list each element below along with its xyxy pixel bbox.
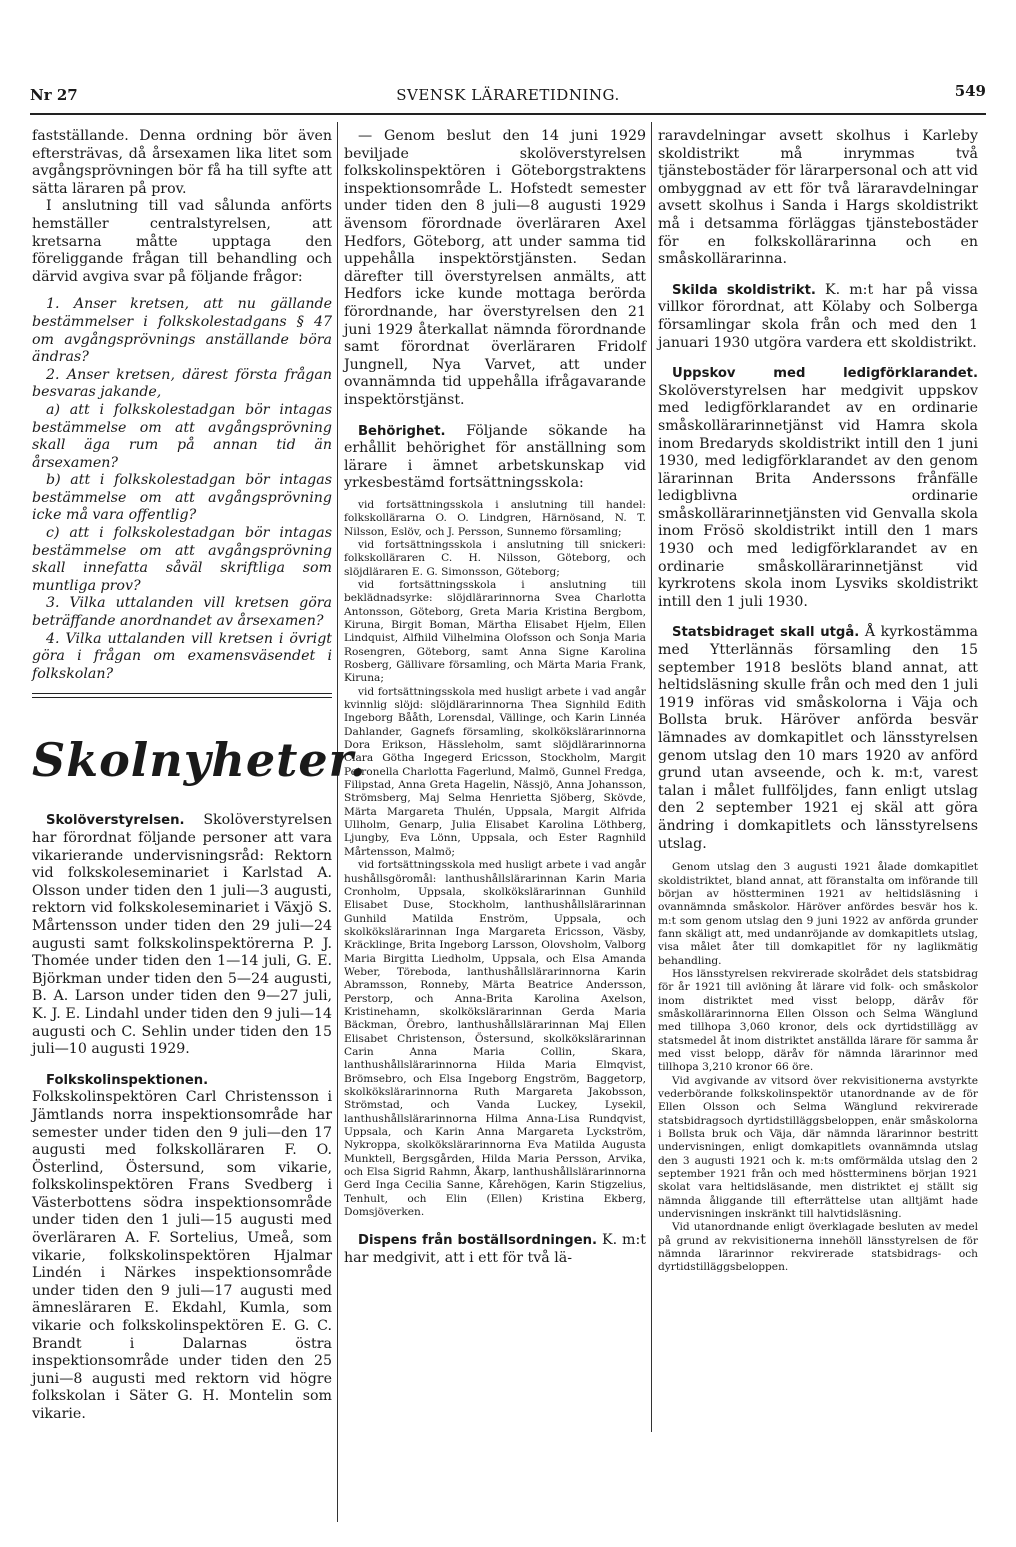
article-body: Folkskolinspektören Carl Christensson i Jämtlands norra inspektionsområde har semester under tiden den 9 juli—den 17 augusti med folkskolläraren F. O. Österlind, Östersund, som vikarie, folkskolinspektören Frans Svedberg i Västerbottens södra inspektionsområde under tiden den 1 juli—15 augusti med överläraren A. F. Sortelius, Umeå, som vikarie, folkskolinspektören Hjalmar Lindén i Närkes inspektionsområde under tiden den 9 juli—17 augusti med ämnesläraren E. Ekdahl, Kumla, som vikarie och folkskolinspektören E. G. C. Brandt i Dalarnas östra inspektionsområde under tiden den 25 juni—8 augusti med rektorn vid högre folkskolan i Säter G. H. Montelin som vikarie. (32, 1089, 332, 1422)
issue-number: Nr 27 (30, 86, 78, 104)
list-bekladnad: vid fortsättningsskola i anslutning till beklädnadsyrke: slöjdlärarinnorna Svea Charlotta Antonsson, Göteborg, Greta Maria Kristina Bergbom, Kiruna, Birgit Boman, Märtha Elisabet Hjelm, Ellen Lindquist, Alfhild Vilhelmina Olofsson och Sonja Maria Rosengren, Göteborg, samt Anna Signe Karolina Rosberg, Gällivare församling, och Märta Maria Frank, Kiruna; (344, 578, 646, 685)
section-masthead: Skolnyheter. (32, 733, 367, 788)
article-lead: Skolöverstyrelsen. (46, 813, 185, 829)
article-lead: Statsbidraget skall utgå. (672, 625, 860, 641)
question-4: 4. Vilka uttalanden vill kretsen i övrigt göra i frågan om examensväsendet i folkskolan? (32, 630, 332, 682)
column-divider-2 (651, 122, 652, 1432)
page-header (30, 82, 986, 112)
publication-title: SVENSK LÄRARETIDNING. (396, 86, 620, 104)
list-handel: vid fortsättningsskola i anslutning till handel: folkskollärarna O. O. Lindgren, Härnösand, N. T. Nilsson, Eslöv, och J. Persson, Sunnemo församling; (344, 498, 646, 538)
article-body: K. m:t har medgivit, att i ett för två lä- (344, 1232, 646, 1267)
statsbidraget-detail-4: Vid utanordnande enligt överklagade besluten av medel på grund av rekvisitionerna innehöll länsstyrelsen de för nämnda lärarinnor rekvirerade statsbidrags- och dyrtidstilläggsbeloppen. (658, 1221, 978, 1274)
article-lead: Uppskov med ledigförklarandet. (672, 366, 978, 382)
article-body: Skolöverstyrelsen har medgivit uppskov med ledigförklarandet av en ordinarie småskollärarinnetjänst vid Hamra skola inom Bredaryds skoldistrikt intill den 1 juni 1930, med ledigförklarandet av den genom lärarinnan Brita Anderssons frånfälle ledigblivna ordinarie småskollärarinnetjänsten vid Genvalla skola inom Frösö skoldistrikt intill den 1 mars 1930 och med ledigförklarandet av en ordinarie småskollärarinnetjänst vid kyrkrotens skola inom Lysviks skoldistrikt intill den 1 juli 1930. (658, 382, 978, 610)
article-folkskolinspektionen (32, 1072, 332, 1424)
article-behorighet (344, 423, 646, 493)
article-lead: Skilda skoldistrikt. (672, 282, 816, 298)
article-skoloverstyrelsen (32, 812, 332, 1058)
section-rule (32, 693, 332, 698)
article-hofstedt: — Genom beslut den 14 juni 1929 beviljade skolöverstyrelsen folkskolinspektören i Göteborgstraktens inspektionsområde L. Hofstedt semester under tiden den 8 juli—8 augusti 1929 ävensom förordnade överläraren Axel Hedfors, Göteborg, att under samma tid uppehålla inspektörstjänsten. Sedan därefter till överstyrelsen anmälts, att Hedfors icke kunde mottaga berörda förordnande, har överstyrelsen den 21 juni 1929 återkallat nämnda förordnande samt förordnat överläraren Fridolf Jungnell, Nya Varvet, att under ovannämnda tid uppehålla ifrågavarande inspektörstjänst. (344, 128, 646, 408)
article-lead: Dispens från boställsordningen. (358, 1233, 598, 1249)
column-2 (344, 128, 646, 1533)
column-3 (658, 128, 978, 1533)
statsbidraget-detail-1: Genom utslag den 3 augusti 1921 ålade domkapitlet skoldistriktet, bland annat, att föranstalta om införande till början av höstterminen 1921 av heltidsläsning i ovannämnda småskolor. Häröver anfördes besvär hos k. m:t som genom utslag den 9 juni 1922 av anförda grunder fann skäligt att, med undanröjande av domkapitlets utslag, visa målet åter till domkapitlet för ny laglikmätig behandling. (658, 861, 978, 967)
col3-continuation: raravdelningar avsett skolhus i Karleby skoldistrikt må inrymmas två tjänstebostäder för lärarpersonal och att vid ombyggnad av ett för två läraravdelningar avsett skolhus i Sanda i Hargs skoldistrikt må i detsamma förläggas tjänstebostäder för en folkskollärarinna och en småskollärarinna. (658, 128, 978, 268)
question-2a: a) att i folkskolestadgan bör intagas bestämmelse om att avgångsprövning skall äga rum på annan tid än årsexamen? (32, 401, 332, 471)
question-1: 1. Anser kretsen, att nu gällande bestämmelser i folkskolestadgans § 47 om avgångsprövnings anställande böra ändras? (32, 296, 332, 366)
list-snickeri: vid fortsättningsskola i anslutning till snickeri: folkskolläraren C. H. Nilsson, Göteborg, och slöjdläraren E. G. Simonsson, Göteborg; (344, 538, 646, 578)
statsbidraget-detail-2: Hos länsstyrelsen rekvirerade skolrådet dels statsbidrag för år 1921 till avlöning åt lärare vid folk- och småskolor inom distriktet med visst belopp, däråv för småskollärarinnorna Ellen Olsson och Selma Wänglund med tillhopa 3,060 kronor, dels ock dyrtidstillägg av statsmedel åt inom distriktet anställda lärare för samma år med visst belopp, däråv för nämnda lärarinnor med tillhopa 3,210 kronor 66 öre. (658, 967, 978, 1074)
article-body: K. m:t har på vissa villkor förordnat, att Kölaby och Solberga församlingar skola från och med den 1 januari 1930 utgöra vardera ett skoldistrikt. (658, 281, 978, 351)
article-statsbidraget (658, 624, 978, 853)
header-rule (30, 113, 986, 115)
article-uppskov (658, 365, 978, 611)
article-body: Följande sökande ha erhållit behörighet för anställning som lärare i ämnet arbetskunskap vid yrkesbestämd fortsättningsskola: (344, 422, 646, 492)
article-body: Å kyrkostämma med Ytterlännäs församling den 15 september 1918 beslöts bland annat, att heltidsläsning skulle från och med den 1 juli 1919 införas vid småskolorna i Väja och Bollsta bruk. Häröver anförda besvär lämnades av domkapitlet och länsstyrelsen genom utslag den 10 mars 1920 av anförd grund utan avseende, och k. m:t, varest talan i målet fullföljdes, fann enligt utslag den 2 september 1921 ej skäl att göra ändring i domkapitlets och länsstyrelsens utslag. (658, 624, 978, 852)
list-kvinnlig-slojd: vid fortsättningsskola med husligt arbete i vad angår kvinnlig slöjd: slöjdlärarinnorna Thea Signhild Edith Ingeborg Bååth, Lorensdal, Vällinge, och Karin Linnéa Dahlander, Gagnefs församling, skolkökslärarinnorna Dora Erikson, Hässleholm, samt slöjdlärarinnorna Clara Götha Ingegerd Ericsson, Stockholm, Margit Petronella Charlotta Fagerlund, Malmö, Gunnel Fredga, Filipstad, Anna Greta Hagelin, Nässjö, Anna Johansson, Strömsberg, Maj Selma Henrietta Sjöberg, Skövde, Märta Margareta Thulén, Uppsala, Margit Alfrida Ullholm, Genarp, Julia Elisabet Karolina Löthberg, Ljungby, Eva Lönn, Uppsala, och Ester Ragnhild Mårtensson, Malmö; (344, 685, 646, 858)
col1-paragraph-2: I anslutning till vad sålunda anförts hemställer centralstyrelsen, att kretsarna måtte upptaga den föreliggande frågan till behandling och därvid avgiva svar på följande frågor: (32, 198, 332, 285)
question-2: 2. Anser kretsen, därest första frågan besvaras jakande, (32, 366, 332, 401)
list-hushallsgoromal: vid fortsättningsskola med husligt arbete i vad angår hushållsgöromål: lanthushållslärarinnan Karin Maria Cronholm, Uppsala, skolkökslärarinnan Gunhild Elisabet Duse, Stockholm, lanthushållslärarinnan Gunhild Matilda Enström, Uppsala, och skolkökslärarinnan Inga Margareta Ericsson, Väsby, Kräcklinge, Brita Ingeborg Larsson, Olovsholm, Valborg Maria Birgitta Liedholm, Uppsala, och Elsa Amanda Weber, Töreboda, lanthushållslärarinnorna Karin Abramsson, Ronneby, Märta Beatrice Andersson, Perstorp, och Anna-Brita Karolina Axelson, Kristinehamn, skolkökslärarinnan Gerda Maria Bäckman, Örebro, lanthushållslärarinnan Maj Ellen Elisabet Christenson, Östersund, skolkökslärarinnan Carin Anna Maria Collin, Skara, lanthushållslärarinnorna Hilda Maria Elmqvist, Brömsebro, och Elsa Ingeborg Engström, Baggetorp, skolkökslärarinnorna Ruth Margareta Jakobsson, Strömstad, och Vanda Luckey, Lysekil, lanthushållslärarinnorna Hilma Anna-Lisa Rundqvist, Uppsala, och Karin Anna Margareta Lyckström, Nykroppa, skolkökslärarinnorna Eva Matilda Augusta Munktell, Bergsgården, Hilda Maria Persson, Arvika, och Elsa Sigrid Rahmn, Åkarp, lanthushållslärarinnorna Gerd Inga Cecilia Sanne, Kårehögen, Karin Stigzelius, Tenhult, och Elin (Ellen) Kristina Ekberg, Domsjöverken. (344, 859, 646, 1219)
column-divider-1 (337, 122, 338, 1522)
article-skilda-skoldistrikt (658, 282, 978, 352)
col1-paragraph-1: fastställande. Denna ordning bör även eftersträvas, då årsexamen lika litet som avgångsprövningen bör få ha till syfte att sätta läraren på prov. (32, 128, 332, 197)
question-2c: c) att i folkskolestadgan bör intagas bestämmelse om att avgångsprövning skall innefatta såväl skriftliga som muntliga prov? (32, 525, 332, 594)
article-lead: Folkskolinspektionen. (46, 1072, 209, 1088)
page-number: 549 (954, 82, 986, 100)
column-1 (32, 128, 367, 1533)
article-lead: Behörighet. (358, 423, 446, 439)
statsbidraget-detail-3: Vid avgivande av vitsord över rekvisitionerna avstyrkte vederbörande folkskolinspektör utanordnande av de för Ellen Olsson och Selma Wänglund rekvirerade statsbidragsoch dyrtidstilläggsbeloppen, enär småskolorna i Bollsta bruk och Väja, där nämnda lärarinnor bestritt undervisningen, enligt domkapitlets ovannämnda utslag den 3 augusti 1921 och k. m:ts omförmälda utslag den 2 september 1921 från och med höstterminens början 1921 skolat vara heltidsläsande, men distriktet ej ställt sig nämnda åliggande till efterrättelse utan alltjämt hade undervisningen inskränkt till halvtidsläsning. (658, 1074, 978, 1221)
article-body: Skolöverstyrelsen har förordnat följande personer att vara vikarierande undervisningsråd: Rektorn vid folkskoleseminariet i Karlstad A. Olsson under tiden den 1 juli—3 augusti, rektorn vid folkskoleseminariet i Växjö S. Mårtensson under tiden den 29 juli—24 augusti samt folkskolinspektörerna P. J. Thomée under tiden den 1—14 juli, G. E. Björkman under tiden den 5—24 augusti, B. A. Larson under tiden den 9—27 juli, K. J. E. Lindahl under tiden den 9 juli—14 augusti och C. Sehlin under tiden den 15 juli—10 augusti 1929. (32, 812, 332, 1058)
question-2b: b) att i folkskolestadgan bör intagas bestämmelse om att avgångsprövning icke må vara offentlig? (32, 472, 332, 524)
question-3: 3. Vilka uttalanden vill kretsen göra beträffande anordnandet av årsexamen? (32, 595, 332, 630)
article-dispens (344, 1232, 646, 1267)
